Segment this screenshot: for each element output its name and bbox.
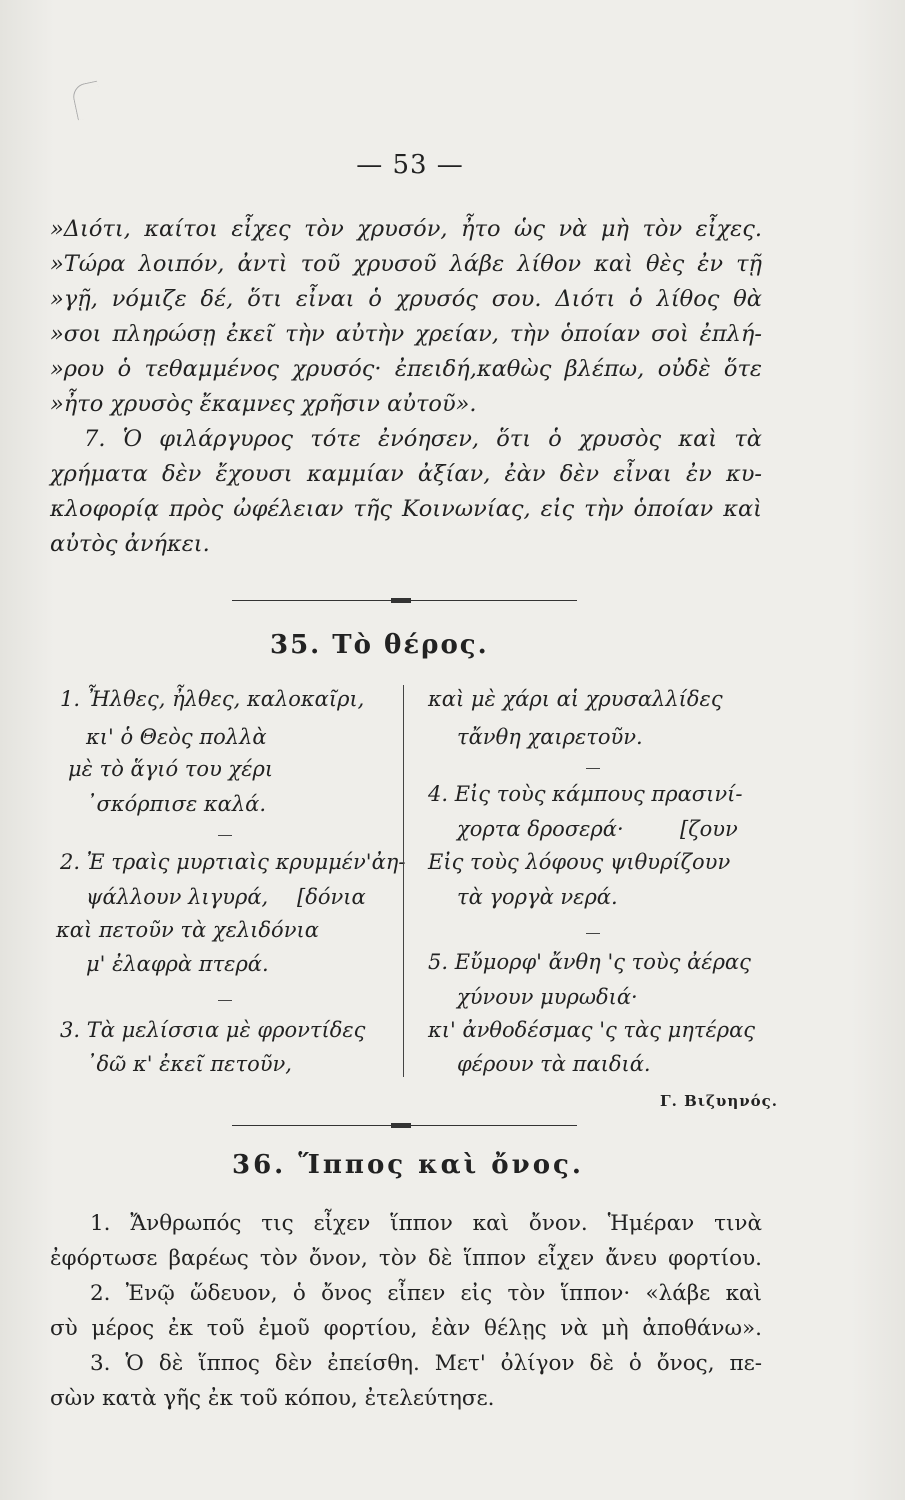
poem-line: 1. Ἦλθες, ἦλθες, καλοκαῖρι, bbox=[60, 687, 365, 711]
fable-line: σὺ μέρος ἐκ τοῦ ἐμοῦ φορτίου, ἐὰν θέλῃς νὰ μὴ ἀποθάνω». bbox=[50, 1316, 762, 1341]
section-divider bbox=[232, 1125, 577, 1126]
poem-line: 4. Εἰς τοὺς κάμπους πρασινί- bbox=[428, 782, 743, 806]
poem-line: 2. Ἐ τραὶς μυρτιαὶς κρυμμέν'ἀη- bbox=[60, 850, 406, 874]
poem-line: καὶ πετοῦν τὰ χελιδόνια bbox=[56, 918, 319, 942]
fable-block bbox=[50, 1206, 762, 1416]
poem-title: 35. Τὸ θέρος. bbox=[270, 630, 489, 660]
prose-block bbox=[50, 212, 762, 562]
poem-line: 3. Τὰ μελίσσια μὲ φροντίδες bbox=[60, 1018, 366, 1042]
fable-line: 1. Ἄνθρωπός τις εἶχεν ἵππον καὶ ὄνον. Ἡμέραν τινὰ bbox=[90, 1211, 762, 1236]
poem-line: τἄνθη χαιρετοῦν. bbox=[457, 725, 643, 749]
poem-line: χορτα δροσερά· bbox=[457, 817, 624, 841]
fable-line: 2. Ἐνῷ ὥδευον, ὁ ὄνος εἶπεν εἰς τὸν ἵππον· «λάβε καὶ bbox=[90, 1281, 762, 1306]
poem-line: ᾿σκόρπισε καλά. bbox=[86, 792, 267, 816]
section-divider bbox=[232, 600, 577, 601]
prose-line: »σοι πληρώσῃ ἐκεῖ τὴν αὐτὴν χρείαν, τὴν ὁποίαν σοὶ ἐπλή- bbox=[50, 321, 762, 347]
column-divider bbox=[403, 685, 404, 1077]
poem-line: Εἰς τοὺς λόφους ψιθυρίζουν bbox=[428, 850, 731, 874]
page-number: — 53 — bbox=[356, 150, 464, 180]
prose-line: »Τώρα λοιπόν, ἀντὶ τοῦ χρυσοῦ λάβε λίθον καὶ θὲς ἐν τῇ bbox=[50, 251, 762, 277]
prose-line: κλοφορίᾳ πρὸς ὠφέλειαν τῆς Κοινωνίας, εἰς τὴν ὁποίαν καὶ bbox=[50, 496, 762, 522]
poem-line: τὰ γοργὰ νερά. bbox=[457, 885, 618, 909]
stanza-dash bbox=[586, 768, 600, 769]
poem-line: χύνουν μυρωδιά· bbox=[457, 985, 638, 1009]
prose-line: »Διότι, καίτοι εἶχες τὸν χρυσόν, ἦτο ὡς νὰ μὴ τὸν εἶχες. bbox=[50, 216, 762, 242]
poem-line: κι' ὁ Θεὸς πολλὰ bbox=[86, 725, 267, 749]
poem-line: ᾿δῶ κ' ἐκεῖ πετοῦν, bbox=[86, 1052, 292, 1076]
prose-line: »ἦτο χρυσὸς ἔκαμνες χρῆσιν αὐτοῦ». bbox=[50, 391, 477, 417]
prose-line: χρήματα δὲν ἔχουσι καμμίαν ἀξίαν, ἐὰν δὲν εἶναι ἐν κυ- bbox=[50, 461, 762, 487]
stanza-dash bbox=[218, 1000, 232, 1001]
stanza-dash bbox=[586, 933, 600, 934]
pencil-mark bbox=[71, 81, 105, 121]
prose-line: »γῇ, νόμιζε δέ, ὅτι εἶναι ὁ χρυσός σου. Διότι ὁ λίθος θὰ bbox=[50, 286, 762, 312]
stanza-dash bbox=[218, 835, 232, 836]
poem-line: ψάλλουν λιγυρά, bbox=[86, 885, 269, 909]
prose-line: »ρου ὁ τεθαμμένος χρυσός· ἐπειδή,καθὼς βλέπω, οὐδὲ ὅτε bbox=[50, 356, 762, 382]
poem-line: κι' ἀνθοδέσμας 'ς τὰς μητέρας bbox=[428, 1018, 756, 1042]
fable-title: 36. Ἵππος καὶ ὄνος. bbox=[232, 1150, 584, 1180]
poem-line: καὶ μὲ χάρι αἱ χρυσαλλίδες bbox=[428, 687, 723, 711]
fable-line: σὼν κατὰ γῆς ἐκ τοῦ κόπου, ἐτελεύτησε. bbox=[50, 1386, 495, 1411]
prose-line: αὐτὸς ἀνήκει. bbox=[50, 531, 210, 557]
fable-line: 3. Ὁ δὲ ἵππος δὲν ἐπείσθη. Μετ' ὀλίγον δὲ ὁ ὄνος, πε- bbox=[90, 1351, 762, 1376]
prose-line: 7. Ὁ φιλάργυρος τότε ἐνόησεν, ὅτι ὁ χρυσὸς καὶ τὰ bbox=[84, 426, 762, 452]
poem-line: 5. Εὔμορφ' ἄνθη 'ς τοὺς ἀέρας bbox=[428, 950, 751, 974]
poem-line-carry: [δόνια bbox=[297, 885, 366, 909]
poem-line: μ' ἐλαφρὰ πτερά. bbox=[86, 952, 269, 976]
poem-line: μὲ τὸ ἅγιό του χέρι bbox=[68, 757, 274, 781]
poem-line-carry: [ζουν bbox=[680, 817, 738, 841]
fable-line: ἐφόρτωσε βαρέως τὸν ὄνον, τὸν δὲ ἵππον εἶχεν ἄνευ φορτίου. bbox=[50, 1246, 762, 1271]
poem-line: φέρουν τὰ παιδιά. bbox=[457, 1052, 651, 1076]
poem-author: Γ. Βιζυηνός. bbox=[660, 1092, 778, 1110]
